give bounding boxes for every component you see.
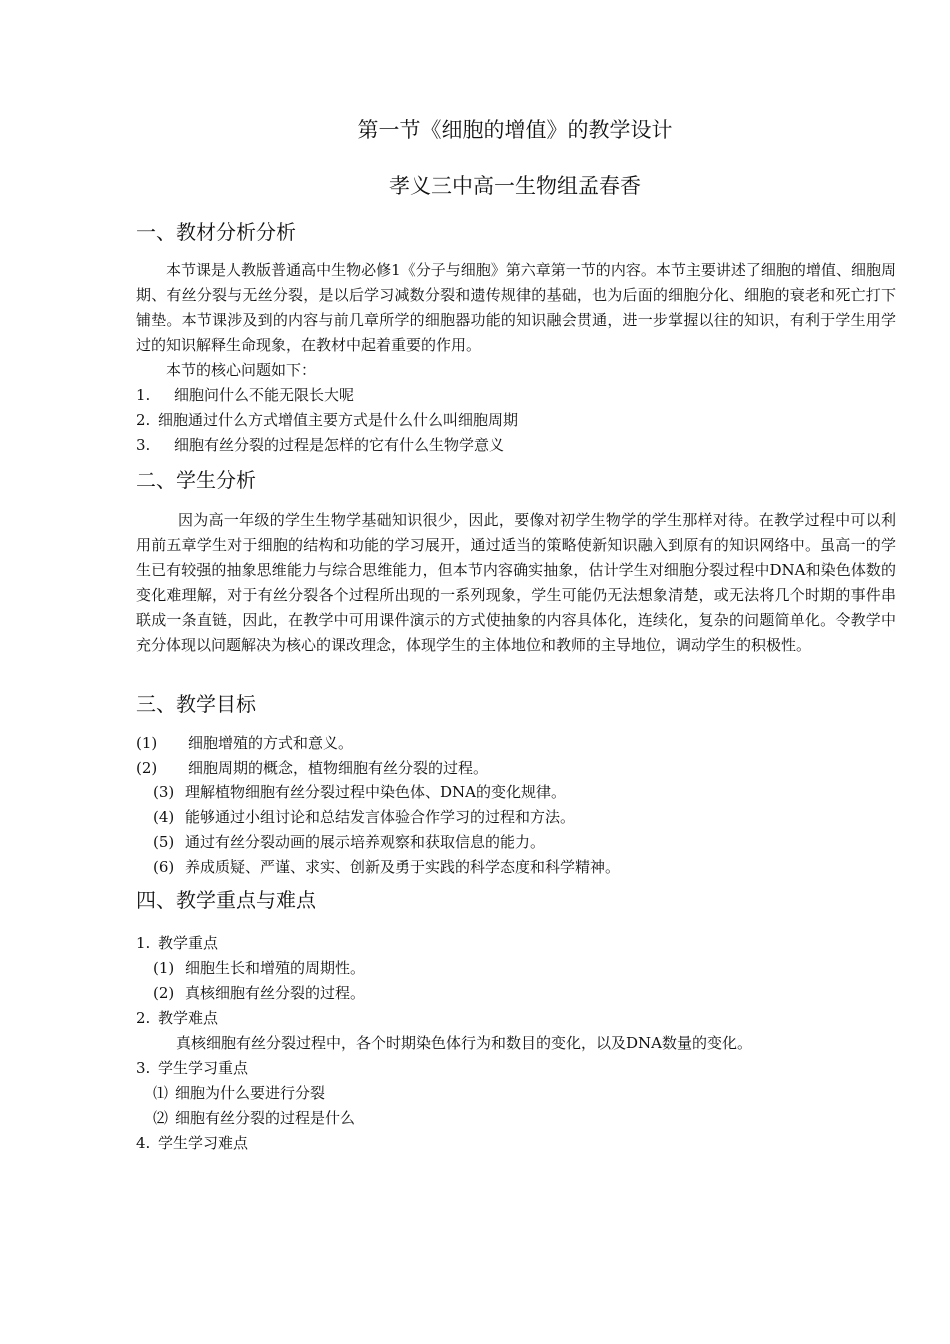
list-number: (3) bbox=[153, 783, 175, 801]
list-number: ⑴ bbox=[153, 1084, 169, 1102]
key-point-teaching-2 bbox=[153, 981, 365, 1005]
key-point-teaching bbox=[136, 931, 218, 955]
list-text: 细胞增殖的方式和意义。 bbox=[188, 734, 354, 752]
list-text: 细胞有丝分裂的过程是怎样的它有什么生物学意义 bbox=[174, 436, 505, 454]
list-number: 2. bbox=[136, 1009, 151, 1027]
list-text: 细胞周期的概念，植物细胞有丝分裂的过程。 bbox=[188, 759, 489, 777]
list-text: 学生学习难点 bbox=[158, 1134, 249, 1152]
list-text: 真核细胞有丝分裂的过程。 bbox=[185, 984, 366, 1002]
list-text: 细胞问什么不能无限长大呢 bbox=[174, 386, 355, 404]
list-number: 1. bbox=[136, 934, 151, 952]
teaching-goal-1 bbox=[136, 731, 353, 755]
section-heading-student-analysis: 二、学生分析 bbox=[136, 468, 256, 492]
difficulty-student bbox=[136, 1131, 248, 1155]
list-text: 细胞为什么要进行分裂 bbox=[175, 1084, 326, 1102]
difficulty-teaching bbox=[136, 1006, 218, 1030]
list-number: (2) bbox=[136, 759, 158, 777]
list-text: 教学难点 bbox=[158, 1009, 219, 1027]
key-point-student-1 bbox=[153, 1081, 325, 1105]
student-analysis-paragraph: 因为高一年级的学生生物学基础知识很少，因此，要像对初学生物学的学生那样对待。在教学过程中可以利用前五章学生对于细胞的结构和功能的学习展开，通过适当的策略使新知识融入到原有的知识网络中。虽高一的学生已有较强的抽象思维能力与综合思维能力，但本节内容确实抽象，估计学生对细胞分裂过程中DNA和染色体数的变化难理解，对于有丝分裂各个过程所出现的一系列现象，学生可能仍无法想象清楚，或无法将几个时期的事件串联成一条直链，因此，在教学中可用课件演示的方式使抽象的内容具体化，连续化，复杂的问题简单化。令教学中充分体现以问题解决为核心的课改理念，体现学生的主体地位和教师的主导地位，调动学生的积极性。 bbox=[136, 511, 896, 654]
teaching-goal-3 bbox=[153, 780, 566, 804]
core-questions-intro: 本节的核心问题如下： bbox=[166, 361, 317, 379]
list-number: ⑵ bbox=[153, 1109, 169, 1127]
document-title: 第一节《细胞的增值》的教学设计 bbox=[357, 118, 673, 142]
list-number: 3. bbox=[136, 436, 151, 454]
list-text: 教学重点 bbox=[158, 934, 219, 952]
section-heading-key-points: 四、教学重点与难点 bbox=[136, 888, 316, 912]
teaching-goal-5 bbox=[153, 830, 545, 854]
list-number: 1. bbox=[136, 386, 151, 404]
list-text: 学生学习重点 bbox=[158, 1059, 249, 1077]
list-number: (1) bbox=[153, 959, 175, 977]
list-text: 细胞生长和增殖的周期性。 bbox=[185, 959, 366, 977]
teaching-goal-2 bbox=[136, 756, 488, 780]
list-text: 养成质疑、严谨、求实、创新及勇于实践的科学态度和科学精神。 bbox=[185, 858, 621, 876]
teaching-goal-4 bbox=[153, 805, 575, 829]
list-text: 能够通过小组讨论和总结发言体验合作学习的过程和方法。 bbox=[185, 808, 576, 826]
list-text: 细胞有丝分裂的过程是什么 bbox=[175, 1109, 356, 1127]
list-number: (6) bbox=[153, 858, 175, 876]
list-number: (5) bbox=[153, 833, 175, 851]
document-author: 孝义三中高一生物组孟春香 bbox=[389, 174, 641, 198]
core-question-1 bbox=[136, 383, 354, 407]
key-point-student bbox=[136, 1056, 248, 1080]
key-point-student-2 bbox=[153, 1106, 355, 1130]
list-number: (1) bbox=[136, 734, 158, 752]
list-number: (4) bbox=[153, 808, 175, 826]
list-text: 理解植物细胞有丝分裂过程中染色体、DNA的变化规律。 bbox=[185, 783, 566, 801]
list-text: 通过有丝分裂动画的展示培养观察和获取信息的能力。 bbox=[185, 833, 546, 851]
core-question-3 bbox=[136, 433, 504, 457]
list-number: 3. bbox=[136, 1059, 151, 1077]
textbook-analysis-paragraph: 本节课是人教版普通高中生物必修1《分子与细胞》第六章第一节的内容。本节主要讲述了细胞的增值、细胞周期、有丝分裂与无丝分裂，是以后学习减数分裂和遗传规律的基础，也为后面的细胞分化、细胞的衰老和死亡打下铺垫。本节课涉及到的内容与前几章所学的细胞器功能的知识融会贯通，进一步掌握以往的知识，有利于学生用学过的知识解释生命现象，在教材中起着重要的作用。 bbox=[136, 261, 896, 354]
section-heading-teaching-goals: 三、教学目标 bbox=[136, 692, 256, 716]
teaching-goal-6 bbox=[153, 855, 620, 879]
key-point-teaching-1 bbox=[153, 956, 365, 980]
list-number: 2. bbox=[136, 411, 151, 429]
list-text: 细胞通过什么方式增值主要方式是什么什么叫细胞周期 bbox=[158, 411, 519, 429]
section-heading-textbook-analysis: 一、教材分析分析 bbox=[136, 220, 296, 244]
core-question-2 bbox=[136, 408, 518, 432]
difficulty-teaching-text: 真核细胞有丝分裂过程中，各个时期染色体行为和数目的变化，以及DNA数量的变化。 bbox=[176, 1034, 752, 1052]
list-number: (2) bbox=[153, 984, 175, 1002]
list-number: 4. bbox=[136, 1134, 151, 1152]
